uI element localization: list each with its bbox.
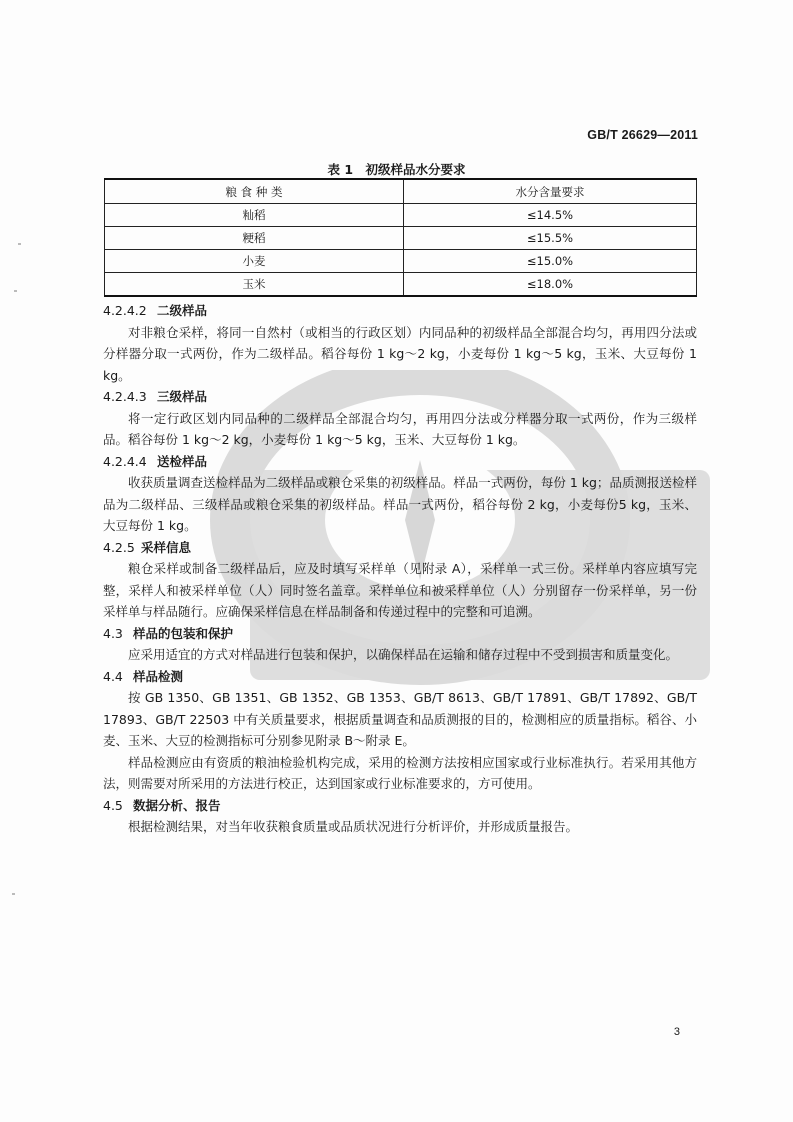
table-caption: 表 1 初级样品水分要求 <box>327 162 466 177</box>
paragraph: 根据检测结果，对当年收获粮食质量或品质状况进行分析评价，并形成质量报告。 <box>128 819 579 834</box>
paragraph: 应采用适宜的方式对样品进行包装和保护，以确保样品在运输和储存过程中不受到损害和质量变化。 <box>128 647 679 662</box>
page-number: 3 <box>673 1026 680 1038</box>
paragraph: 对非粮仓采样，将同一自然村（或相当的行政区划）内同品种的初级样品全部混合均匀，再用四分法或分样器分取一式两份，作为二级样品。稻谷每份 1 kg～2 kg，小麦每份 1 kg～5 kg，玉米、大豆每份 1 kg。 <box>103 324 697 383</box>
scan-artifact <box>18 243 21 245</box>
table-row <box>105 227 697 250</box>
table-row <box>105 250 697 273</box>
body-content <box>103 300 697 838</box>
grain-type-cell: 玉米 <box>105 273 404 297</box>
grain-type-cell: 粳稻 <box>105 227 404 250</box>
section-heading: 4.3 样品的包装和保护 <box>103 625 234 641</box>
column-header-moisture: 水分含量要求 <box>404 179 697 204</box>
moisture-requirements-table <box>104 178 697 297</box>
moisture-value-cell: ≤18.0% <box>404 273 697 297</box>
section-heading: 4.2.4.3 三级样品 <box>103 389 208 404</box>
paragraph: 按 GB 1350、GB 1351、GB 1352、GB 1353、GB/T 8613、GB/T 17891、GB/T 17892、GB/T 17893、GB/T 22503 中有关质量要求，根据质量调查和品质测报的目的，检测相应的质量指标。稻谷、小麦、玉米、大豆的检测指标可分别参见附录 B～附录 E。 <box>103 690 697 748</box>
section-heading: 4.2.4.4 送检样品 <box>103 453 208 469</box>
paragraph: 将一定行政区划内同品种的二级样品全部混合均匀，再用四分法或分样器分取一式两份，作为三级样品。稻谷每份 1 kg～2 kg，小麦每份 1 kg～5 kg，玉米、大豆每份 1 kg。 <box>103 410 697 447</box>
moisture-value-cell: ≤15.5% <box>404 227 697 250</box>
paragraph: 样品检测应由有资质的粮油检验机构完成，采用的检测方法按相应国家或行业标准执行。若采用其他方法，则需要对所采用的方法进行校正，达到国家或行业标准要求的，方可使用。 <box>103 754 697 791</box>
section-heading: 4.2.5 采样信息 <box>103 539 192 555</box>
grain-type-cell: 籼稻 <box>105 204 404 227</box>
paragraph: 粮仓采样或制备二级样品后，应及时填写采样单（见附录 A），采样单一式三份。采样单内容应填写完整，采样人和被采样单位（人）同时签名盖章。采样单位和被采样单位（人）分别留存一份采样单，另一份采样单与样品随行。应确保采样信息在样品制备和传递过程中的完整和可追溯。 <box>103 561 697 619</box>
standard-code: GB/T 26629—2011 <box>587 128 698 142</box>
grain-type-cell: 小麦 <box>105 250 404 273</box>
section-heading: 4.5 数据分析、报告 <box>103 797 221 813</box>
moisture-value-cell: ≤14.5% <box>404 204 697 227</box>
section-heading: 4.4 样品检测 <box>103 668 184 684</box>
section-heading: 4.2.4.2 二级样品 <box>103 303 208 318</box>
paragraph: 收获质量调查送检样品为二级样品或粮仓采集的初级样品。样品一式两份，每份 1 kg；品质测报送检样品为二级样品、三级样品或粮仓采集的初级样品。样品一式两份，稻谷每份 2 kg，小麦每份5 kg，玉米、大豆每份 1 kg。 <box>103 475 697 533</box>
column-header-grain-type: 粮 食 种 类 <box>105 179 404 204</box>
moisture-value-cell: ≤15.0% <box>404 250 697 273</box>
table-header-row <box>105 179 697 204</box>
table-row <box>105 273 697 297</box>
scan-artifact <box>14 290 17 292</box>
scan-artifact <box>12 893 15 895</box>
table-row <box>105 204 697 227</box>
